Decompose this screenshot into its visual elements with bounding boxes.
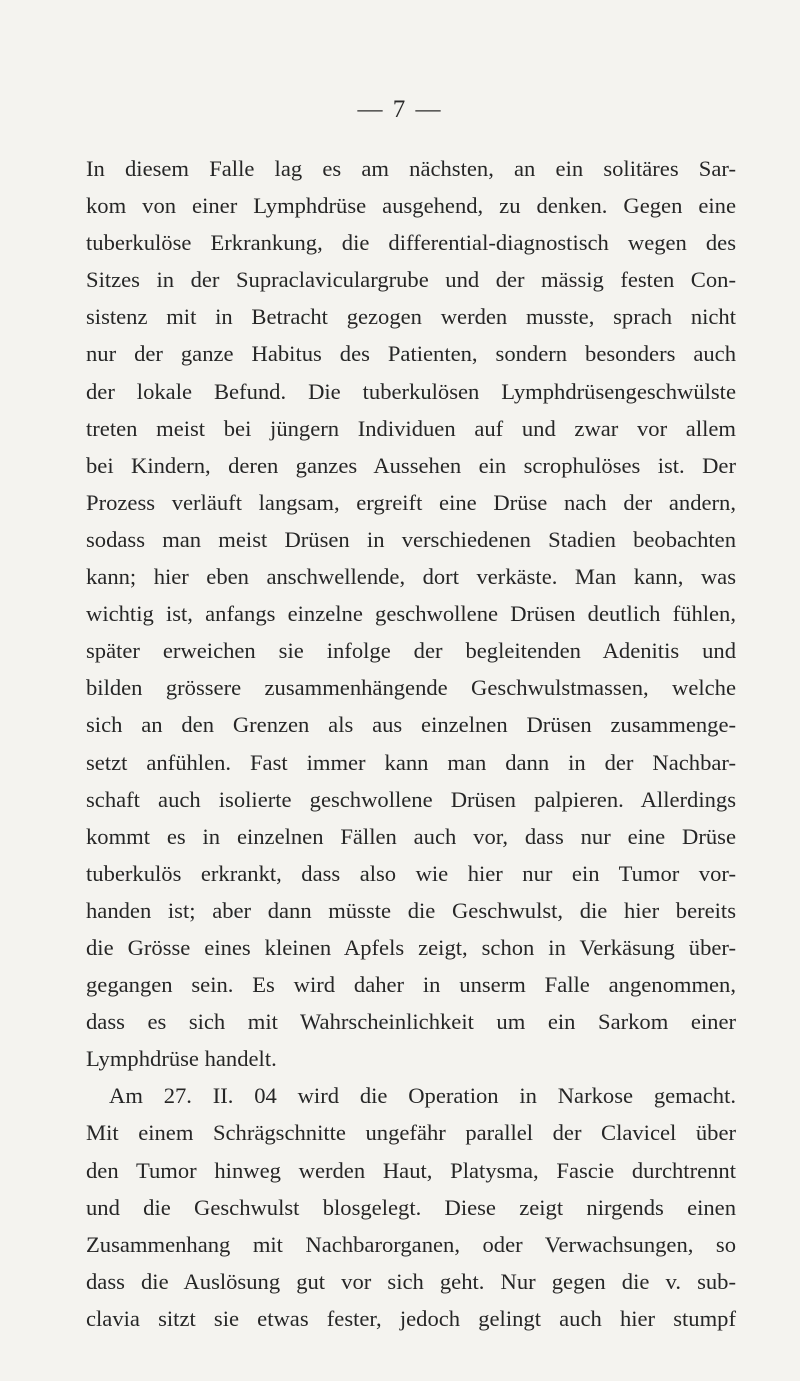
- text-line: schaft auch isolierte geschwollene Drüsen palpieren. Allerdings: [86, 786, 736, 812]
- text-line: sich an den Grenzen als aus einzelnen Drüsen zusammenge-: [86, 712, 736, 738]
- text-line: Mit einem Schrägschnitte ungefähr parallel der Clavicel über: [86, 1120, 736, 1146]
- paragraph-1: [86, 150, 736, 1077]
- text-line: tuberkulöse Erkrankung, die differential-diagnostisch wegen des: [86, 230, 736, 256]
- page-number: — 7 —: [357, 96, 443, 123]
- text-line: In diesem Falle lag es am nächsten, an ein solitäres Sar-: [86, 156, 736, 181]
- body-text: [86, 150, 736, 1337]
- paragraph-2: [86, 1077, 736, 1337]
- text-line: nur der ganze Habitus des Patienten, sondern besonders auch: [86, 341, 736, 367]
- text-line: wichtig ist, anfangs einzelne geschwollene Drüsen deutlich fühlen,: [86, 601, 736, 627]
- text-line: Lymphdrüse handelt.: [86, 1046, 277, 1072]
- text-line: Zusammenhang mit Nachbarorganen, oder Verwachsungen, so: [86, 1231, 736, 1257]
- text-line: treten meist bei jüngern Individuen auf und zwar vor allem: [86, 415, 736, 441]
- text-line: bei Kindern, deren ganzes Aussehen ein scrophulöses ist. Der: [86, 452, 736, 478]
- text-line: Sitzes in der Supraclaviculargrube und der mässig festen Con-: [86, 267, 736, 293]
- text-line: die Grösse eines kleinen Apfels zeigt, schon in Verkäsung über-: [86, 934, 736, 960]
- text-line: kommt es in einzelnen Fällen auch vor, dass nur eine Drüse: [86, 823, 736, 849]
- text-line: später erweichen sie infolge der begleitenden Adenitis und: [86, 638, 736, 664]
- text-line: und die Geschwulst blosgelegt. Diese zeigt nirgends einen: [86, 1194, 736, 1220]
- text-line: sistenz mit in Betracht gezogen werden musste, sprach nicht: [86, 304, 736, 330]
- text-line: kann; hier eben anschwellende, dort verkäste. Man kann, was: [86, 564, 736, 590]
- text-line: Prozess verläuft langsam, ergreift eine Drüse nach der andern,: [86, 489, 736, 515]
- text-line: kom von einer Lymphdrüse ausgehend, zu denken. Gegen eine: [86, 193, 736, 219]
- text-line: bilden grössere zusammenhängende Geschwulstmassen, welche: [86, 675, 736, 701]
- text-line: dass es sich mit Wahrscheinlichkeit um ein Sarkom einer: [86, 1009, 736, 1035]
- text-line: tuberkulös erkrankt, dass also wie hier nur ein Tumor vor-: [86, 860, 736, 886]
- text-line: handen ist; aber dann müsste die Geschwulst, die hier bereits: [86, 897, 736, 923]
- text-line: dass die Auslösung gut vor sich geht. Nur gegen die v. sub-: [86, 1268, 736, 1294]
- text-line: clavia sitzt sie etwas fester, jedoch gelingt auch hier stumpf: [86, 1305, 736, 1331]
- text-line: Am 27. II. 04 wird die Operation in Narkose gemacht.: [109, 1083, 736, 1109]
- text-line: gegangen sein. Es wird daher in unserm Falle angenommen,: [86, 972, 736, 998]
- text-line: setzt anfühlen. Fast immer kann man dann in der Nachbar-: [86, 749, 736, 775]
- text-line: den Tumor hinweg werden Haut, Platysma, Fascie durchtrennt: [86, 1157, 736, 1183]
- text-line: sodass man meist Drüsen in verschiedenen Stadien beobachten: [86, 526, 736, 552]
- text-line: der lokale Befund. Die tuberkulösen Lymphdrüsengeschwülste: [86, 378, 736, 404]
